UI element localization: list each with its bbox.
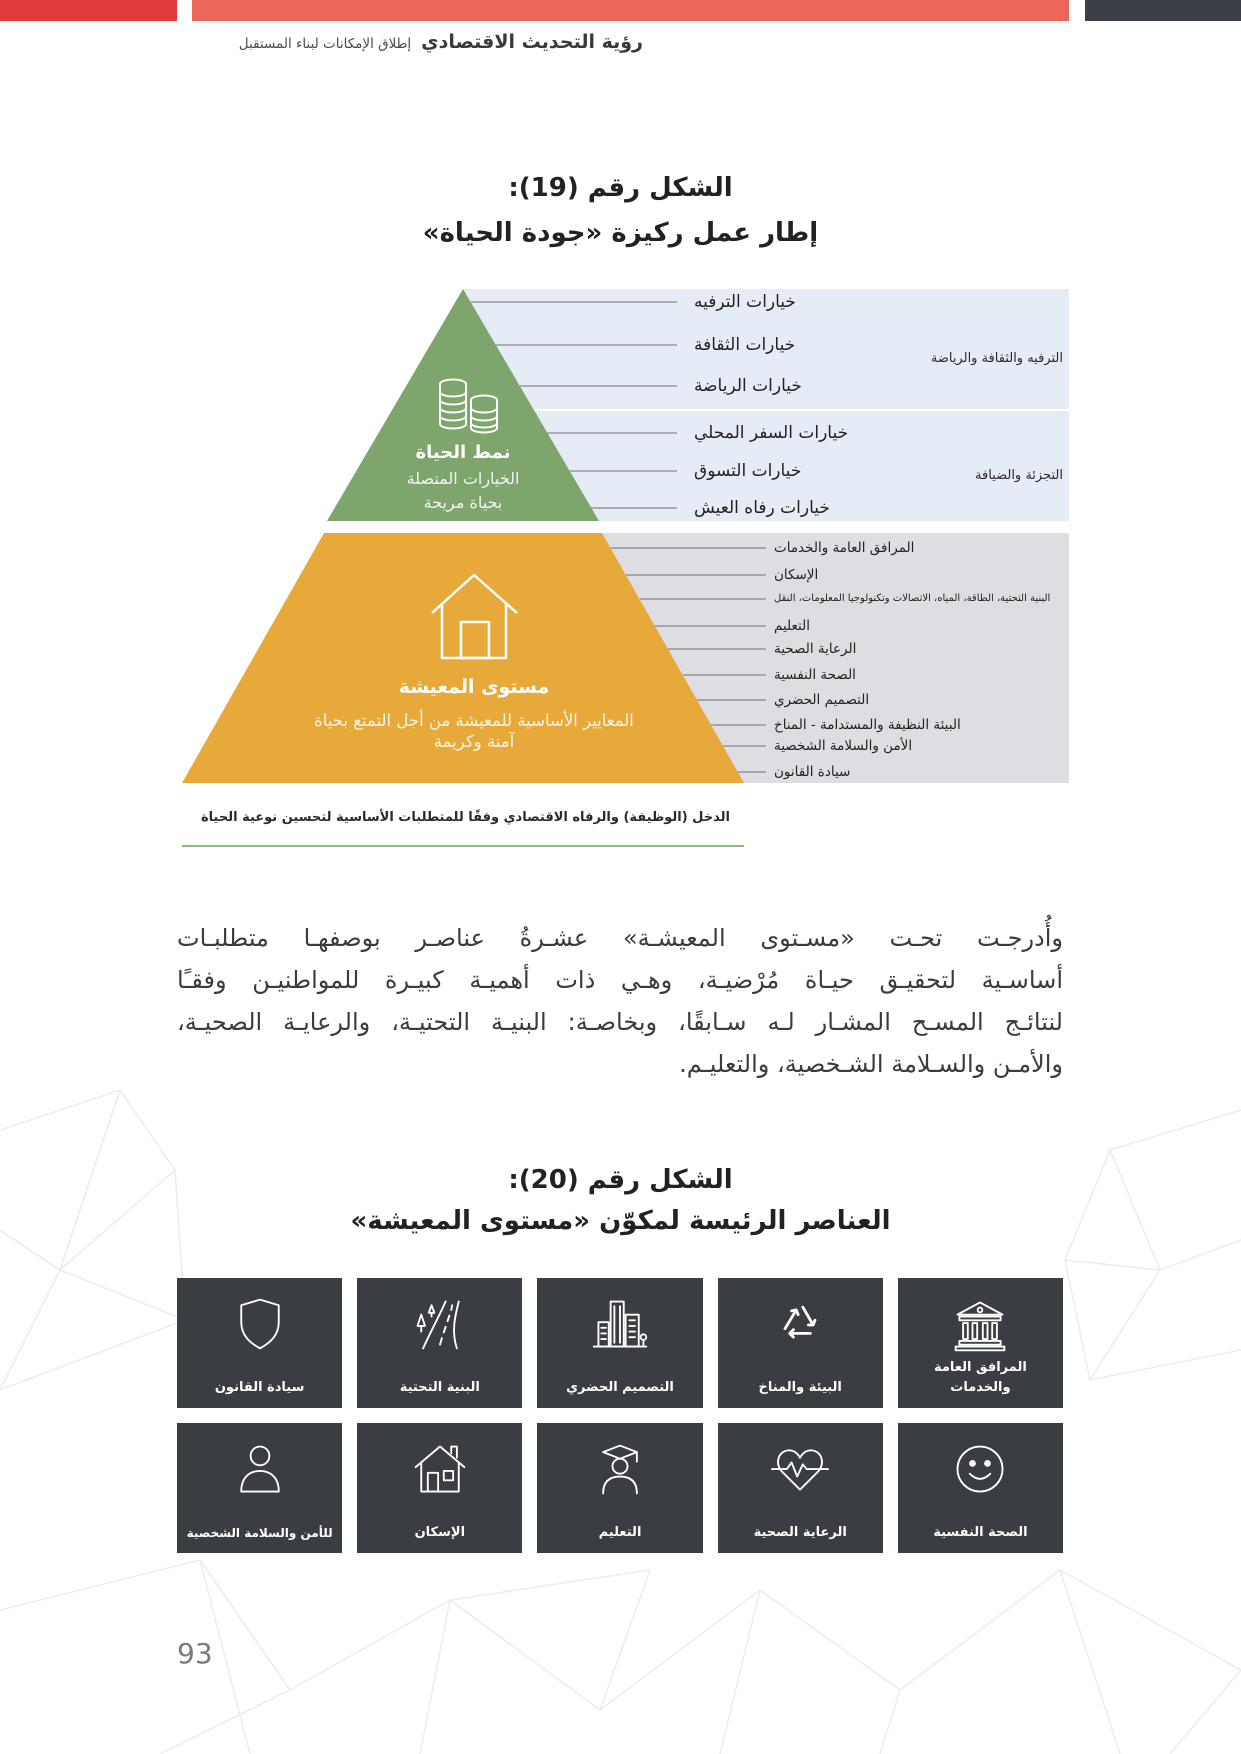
quality-of-life-pyramid — [0, 0, 1241, 870]
bank-icon — [950, 1294, 1010, 1354]
tile-housing — [357, 1423, 522, 1553]
figure20-number: الشكل رقم (20): — [508, 1165, 733, 1195]
page-number: 93 — [177, 1637, 213, 1670]
lifestyle-item: خيارات الترفيه — [694, 292, 796, 312]
paragraph-line: والأمـن والسـلامة الشـخصية، والتعليـم. — [679, 1050, 1063, 1078]
lifestyle-item: خيارات الرياضة — [694, 376, 802, 396]
tile-label: للأمن والسلامة الشخصية — [186, 1526, 333, 1540]
lifestyle-desc: الخيارات المتصلة — [406, 469, 520, 488]
tile-mental-health — [898, 1423, 1063, 1553]
standard-item: التعليم — [774, 618, 810, 634]
tile-public-facilities — [898, 1278, 1063, 1408]
standard-desc: آمنة وكريمة — [433, 732, 515, 751]
recycle-icon — [770, 1294, 830, 1354]
tile-label: التعليم — [598, 1525, 642, 1540]
tile-label: البنية التحتية — [399, 1380, 480, 1395]
paragraph-line: أساسـية لتحقيـق حيـاة مُرْضيـة، وهـي ذات أهميـة كبيـرة للمواطنيـن وفقـًا — [177, 966, 1063, 994]
lifestyle-group-label: التجزئة والضيافة — [975, 468, 1063, 483]
graduate-icon — [590, 1439, 650, 1499]
pyramid-base-caption: الدخل (الوظيفة) والرفاه الاقتصادي وفقًا للمتطلبات الأساسية لتحسين نوعية الحياة — [200, 810, 730, 825]
tile-label: التصميم الحضري — [566, 1380, 674, 1395]
standard-item: البيئة النظيفة والمستدامة - المناخ — [774, 717, 961, 733]
figure19-title: إطار عمل ركيزة «جودة الحياة» — [422, 218, 819, 248]
lifestyle-item: خيارات رفاه العيش — [694, 498, 830, 518]
standard-item: سيادة القانون — [774, 764, 851, 780]
standard-item: الأمن والسلامة الشخصية — [774, 738, 913, 754]
standard-desc: المعايير الأساسية للمعيشة من أجل التمتع بحياة — [314, 711, 634, 730]
tile-healthcare — [718, 1423, 883, 1553]
tile-label: المرافق العامة والخدمات — [933, 1360, 1027, 1395]
standard-item: التصميم الحضري — [774, 692, 870, 708]
lifestyle-item: خيارات السفر المحلي — [694, 423, 849, 443]
standard-item: الإسكان — [774, 567, 819, 583]
tile-label: الرعاية الصحية — [753, 1525, 847, 1540]
tile-label: الإسكان — [414, 1525, 466, 1540]
figure20-title: العناصر الرئيسة لمكوّن «مستوى المعيشة» — [350, 1206, 891, 1236]
standard-item: الصحة النفسية — [774, 667, 856, 683]
caption-rule — [182, 845, 744, 847]
tile-label: الصحة النفسية — [933, 1525, 1028, 1540]
standard-item: الرعاية الصحية — [774, 641, 857, 657]
standard-item-note: البنية التحتية، الطاقة، المياه، الاتصالات وتكنولوجيا المعلومات، النقل — [774, 593, 1051, 604]
tile-infrastructure — [357, 1278, 522, 1408]
standard-item: المرافق العامة والخدمات — [774, 540, 915, 556]
paragraph-line: لنتائـج المسـح المشـار لـه سـابقًا، وبخاصـة: البنيـة التحتيـة، والرعايـة الصحيـة، — [177, 1008, 1063, 1036]
lifestyle-title: نمط الحياة — [415, 442, 511, 463]
house-outline-icon — [410, 1439, 470, 1499]
header-title: رؤية التحديث الاقتصادي — [421, 31, 643, 53]
tile-personal-safety — [177, 1423, 342, 1553]
body-paragraph — [177, 917, 1063, 1085]
standard-title: مستوى المعيشة — [398, 676, 550, 698]
tile-urban-design — [537, 1278, 702, 1408]
tile-education — [537, 1423, 702, 1553]
standard-of-living-tiles — [177, 1278, 1063, 1553]
person-icon — [230, 1439, 290, 1499]
tile-label: سيادة القانون — [214, 1380, 305, 1395]
heart-pulse-icon — [770, 1439, 830, 1499]
tile-rule-of-law — [177, 1278, 342, 1408]
smiley-icon — [950, 1439, 1010, 1499]
paragraph-line: وأُدرجـت تحـت «مسـتوى المعيشـة» عشـرةُ عناصـر بوصفهـا متطلبـات — [177, 924, 1063, 952]
shield-icon — [230, 1294, 290, 1354]
road-icon — [410, 1294, 470, 1354]
tile-label: البيئة والمناخ — [758, 1380, 842, 1395]
lifestyle-desc: بحياة مريحة — [423, 493, 503, 512]
tile-environment — [718, 1278, 883, 1408]
figure19-number: الشكل رقم (19): — [508, 173, 733, 203]
lifestyle-item: خيارات الثقافة — [694, 335, 796, 355]
lifestyle-item: خيارات التسوق — [694, 461, 802, 481]
lifestyle-group-label: الترفيه والثقافة والرياضة — [930, 351, 1063, 366]
header-subtitle: إطلاق الإمكانات لبناء المستقبل — [238, 36, 412, 52]
city-icon — [590, 1294, 650, 1354]
